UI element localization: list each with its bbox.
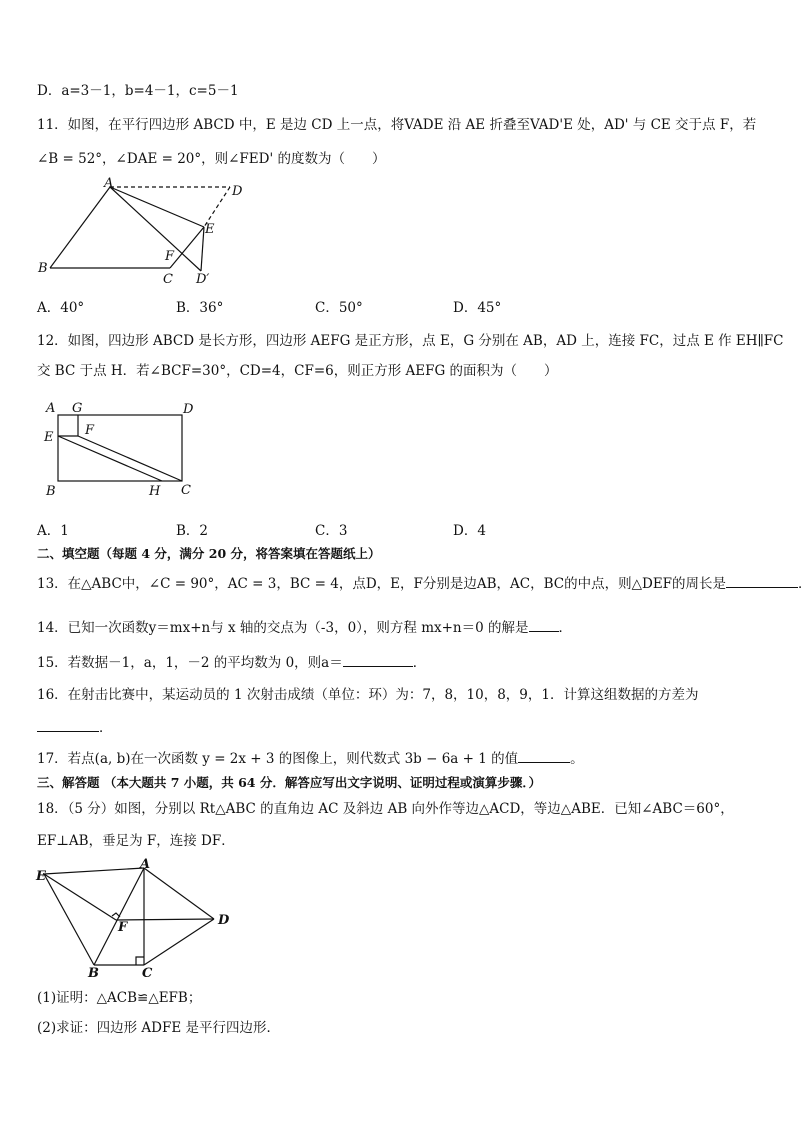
q12-option-d[interactable]: D．4 bbox=[453, 523, 486, 539]
q11-seg-edp bbox=[201, 227, 204, 271]
q12-option-b[interactable]: B．2 bbox=[176, 523, 209, 539]
q16-stem-line2 bbox=[37, 719, 113, 737]
q11-figure bbox=[34, 177, 254, 289]
q14-stem bbox=[37, 619, 572, 637]
q18-label-a: A bbox=[140, 857, 151, 872]
q15-end: ． bbox=[412, 655, 427, 671]
q11-label-f: F bbox=[165, 249, 175, 264]
q18-label-d: D bbox=[218, 913, 230, 928]
q13-stem bbox=[37, 575, 812, 593]
q18-stem-line1: 18．（5 分）如图，分别以 Rt△ABC 的直角边 AC 及斜边 AB 向外作等边△ACD，等边△ABE．已知∠ABC＝60°， bbox=[37, 801, 734, 817]
q12-stem-line2: 交 BC 于点 H．若∠BCF=30°，CD=4，CF=6，则正方形 AEFG 的面积为（ ） bbox=[37, 363, 558, 379]
q13-answer-blank[interactable] bbox=[726, 575, 798, 588]
q18-label-e: E bbox=[36, 869, 46, 884]
q18-right-angle-c bbox=[136, 957, 144, 965]
q14-end: ． bbox=[558, 620, 573, 636]
q12-seg-fc bbox=[78, 436, 182, 481]
q14-text: 14．已知一次函数y＝mx+n与 x 轴的交点为（-3，0），则方程 mx+n＝0 的解是 bbox=[37, 620, 529, 636]
q11-seg-ab bbox=[50, 187, 110, 268]
section-3-heading: 三、解答题 （本大题共 7 小题，共 64 分．解答应写出文字说明、证明过程或演算步骤．） bbox=[37, 775, 542, 790]
q11-seg-adp bbox=[110, 187, 201, 271]
q11-stem-line1: 11．如图，在平行四边形 ABCD 中，E 是边 CD 上一点，将VADE 沿 AE 折叠至VAD'E 处，AD' 与 CE 交于点 F，若 bbox=[37, 117, 757, 133]
q18-seg-fd bbox=[116, 919, 214, 920]
q12-label-d: D bbox=[183, 402, 194, 417]
q11-option-a[interactable]: A．40° bbox=[37, 300, 85, 316]
q16-stem-line1: 16．在射击比赛中，某运动员的 1 次射击成绩（单位：环）为：7，8，10，8，9，1．计算这组数据的方差为 bbox=[37, 687, 699, 703]
q18-part-2: (2)求证：四边形 ADFE 是平行四边形． bbox=[37, 1020, 280, 1036]
q10-option-d: D．a=3－1，b=4－1，c=5－1 bbox=[37, 83, 239, 99]
q15-answer-blank[interactable] bbox=[343, 654, 413, 667]
q11-label-e: E bbox=[205, 222, 215, 237]
q15-text: 15．若数据－1，a，1，－2 的平均数为 0，则a＝ bbox=[37, 655, 343, 671]
q12-label-e: E bbox=[44, 430, 54, 445]
q17-text: 17．若点(a, b)在一次函数 y = 2x + 3 的图像上，则代数式 3b − 6a + 1 的值 bbox=[37, 751, 519, 767]
q12-rectangle-abcd bbox=[58, 415, 182, 481]
q18-seg-eb bbox=[44, 874, 94, 965]
q11-label-c: C bbox=[163, 272, 173, 287]
q12-label-f: F bbox=[85, 423, 95, 438]
q18-figure bbox=[32, 858, 238, 980]
q11-label-dprime: D′ bbox=[196, 272, 210, 287]
q11-option-b[interactable]: B．36° bbox=[176, 300, 224, 316]
q16-answer-blank[interactable] bbox=[37, 719, 99, 732]
q18-right-angle-f bbox=[112, 913, 120, 917]
q11-seg-de bbox=[204, 187, 230, 227]
q13-end: ． bbox=[798, 576, 812, 592]
q18-seg-ad bbox=[144, 868, 214, 919]
q11-seg-ae bbox=[110, 187, 204, 227]
q12-seg-eh bbox=[58, 436, 162, 481]
section-2-heading: 二、填空题（每题 4 分，满分 20 分，将答案填在答题纸上） bbox=[37, 546, 381, 561]
q11-stem-line2: ∠B = 52°，∠DAE = 20°，则∠FED' 的度数为（ ） bbox=[37, 151, 386, 167]
q13-text: 13．在△ABC中，∠C = 90°，AC = 3，BC = 4，点D，E，F分别是边AB，AC，BC的中点，则△DEF的周长是 bbox=[37, 576, 727, 592]
q12-figure bbox=[40, 398, 210, 502]
q11-label-a: A bbox=[104, 176, 114, 191]
q18-seg-ef bbox=[44, 874, 116, 920]
q12-option-c[interactable]: C．3 bbox=[315, 523, 348, 539]
q18-part-1: (1)证明：△ACB≌△EFB； bbox=[37, 990, 202, 1006]
q18-label-c: C bbox=[142, 966, 153, 981]
q11-option-c[interactable]: C．50° bbox=[315, 300, 363, 316]
q12-label-h: H bbox=[149, 484, 161, 499]
q17-end: 。 bbox=[570, 751, 584, 767]
q12-stem-line1: 12．如图，四边形 ABCD 是长方形，四边形 AEFG 是正方形，点 E，G 分别在 AB，AD 上，连接 FC，过点 E 作 EH∥FC bbox=[37, 333, 784, 349]
q15-stem bbox=[37, 654, 426, 672]
q12-label-g: G bbox=[72, 401, 83, 416]
q14-answer-blank[interactable] bbox=[529, 619, 559, 632]
q12-label-a: A bbox=[46, 401, 56, 416]
q17-answer-blank[interactable] bbox=[518, 750, 570, 763]
q18-stem-line2: EF⊥AB，垂足为 F，连接 DF． bbox=[37, 833, 235, 849]
q11-option-d[interactable]: D．45° bbox=[453, 300, 502, 316]
q17-stem bbox=[37, 750, 584, 768]
q18-seg-cd bbox=[144, 919, 214, 965]
q16-end: ． bbox=[99, 720, 113, 736]
q11-label-b: B bbox=[38, 261, 48, 276]
q18-label-f: F bbox=[118, 920, 128, 935]
q11-label-d: D bbox=[232, 184, 243, 199]
q12-label-c: C bbox=[181, 483, 191, 498]
q12-option-a[interactable]: A．1 bbox=[37, 523, 69, 539]
q18-seg-ea bbox=[44, 868, 144, 874]
q12-label-b: B bbox=[46, 484, 56, 499]
q18-label-b: B bbox=[88, 966, 99, 981]
